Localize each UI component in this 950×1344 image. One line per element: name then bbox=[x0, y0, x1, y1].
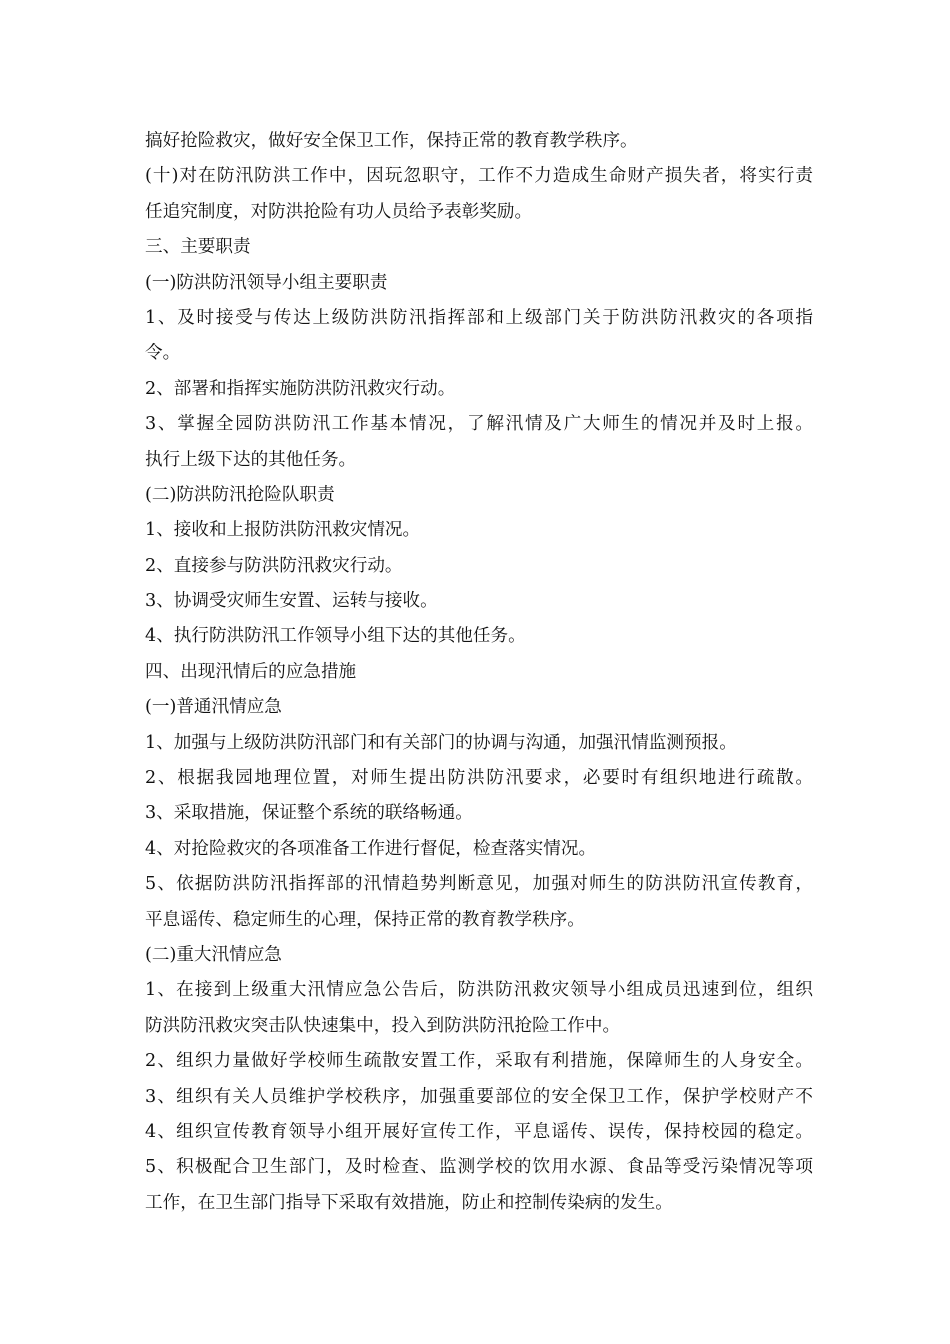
text-line: 防洪防汛救灾突击队快速集中，投入到防洪防汛抢险工作中。 bbox=[145, 1015, 621, 1036]
document-body bbox=[145, 124, 813, 1221]
text-line: 3、掌握全园防洪防汛工作基本情况，了解汛情及广大师生的情况并及时上报。 bbox=[145, 414, 813, 435]
text-line: 5、积极配合卫生部门，及时检查、监测学校的饮用水源、食品等受污染情况等项 bbox=[145, 1157, 813, 1178]
text-line: 3、协调受灾师生安置、运转与接收。 bbox=[145, 591, 438, 612]
text-line: (一)普通汛情应急 bbox=[145, 697, 282, 718]
text-line: 5、依据防洪防汛指挥部的汛情趋势判断意见，加强对师生的防洪防汛宣传教育， bbox=[145, 874, 813, 895]
text-line: 4、对抢险救灾的各项准备工作进行督促，检查落实情况。 bbox=[145, 838, 597, 859]
text-line: (一)防洪防汛领导小组主要职责 bbox=[145, 272, 388, 293]
text-line: 2、组织力量做好学校师生疏散安置工作，采取有利措施，保障师生的人身安全。 bbox=[145, 1051, 813, 1072]
text-line: 三、主要职责 bbox=[145, 237, 251, 258]
text-line: 3、组织有关人员维护学校秩序，加强重要部位的安全保卫工作，保护学校财产不 bbox=[145, 1086, 813, 1107]
text-line: (十)对在防汛防洪工作中，因玩忽职守，工作不力造成生命财产损失者，将实行责 bbox=[145, 166, 813, 187]
text-line: 工作，在卫生部门指导下采取有效措施，防止和控制传染病的发生。 bbox=[145, 1192, 673, 1213]
text-line: 1、加强与上级防洪防汛部门和有关部门的协调与沟通，加强汛情监测预报。 bbox=[145, 732, 737, 753]
text-line: 4、组织宣传教育领导小组开展好宣传工作，平息谣传、误传，保持校园的稳定。 bbox=[145, 1121, 813, 1142]
text-line: 4、执行防洪防汛工作领导小组下达的其他任务。 bbox=[145, 626, 526, 647]
text-line: 2、根据我园地理位置，对师生提出防洪防汛要求，必要时有组织地进行疏散。 bbox=[145, 768, 813, 789]
text-line: 搞好抢险救灾，做好安全保卫工作，保持正常的教育教学秩序。 bbox=[145, 131, 638, 151]
text-line: 1、在接到上级重大汛情应急公告后，防洪防汛救灾领导小组成员迅速到位，组织 bbox=[145, 980, 813, 1001]
text-line: 任追究制度，对防洪抢险有功人员给予表彰奖励。 bbox=[145, 201, 533, 222]
text-line: 1、接收和上报防洪防汛救灾情况。 bbox=[145, 520, 421, 541]
text-line: 2、直接参与防洪防汛救灾行动。 bbox=[145, 555, 403, 576]
text-line: 执行上级下达的其他任务。 bbox=[145, 449, 357, 470]
text-line: 四、出现汛情后的应急措施 bbox=[145, 661, 357, 682]
text-line: 2、部署和指挥实施防洪防汛救灾行动。 bbox=[145, 378, 456, 399]
text-line: (二)重大汛情应急 bbox=[145, 944, 282, 965]
text-line: (二)防洪防汛抢险队职责 bbox=[145, 484, 335, 505]
text-line: 3、采取措施，保证整个系统的联络畅通。 bbox=[145, 803, 473, 824]
text-line: 令。 bbox=[145, 343, 181, 364]
text-line: 平息谣传、稳定师生的心理，保持正常的教育教学秩序。 bbox=[145, 909, 585, 930]
text-line: 1、及时接受与传达上级防洪防汛指挥部和上级部门关于防洪防汛救灾的各项指 bbox=[145, 307, 813, 328]
